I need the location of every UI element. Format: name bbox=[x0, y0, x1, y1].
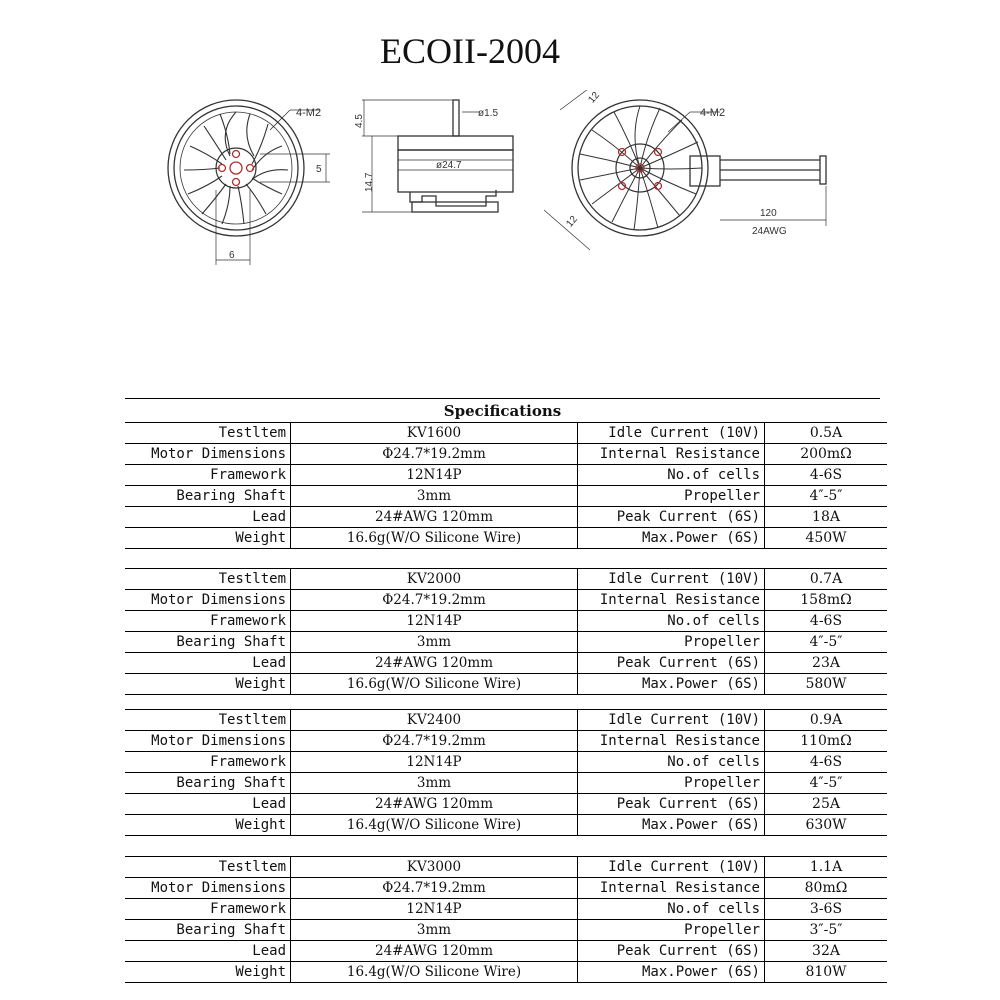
spec-label: Peak Current (6S) bbox=[578, 507, 765, 528]
spec-value: 3mm bbox=[291, 486, 578, 507]
table-row bbox=[125, 920, 887, 941]
spec-label: Max.Power (6S) bbox=[578, 815, 765, 836]
spec-value: 4-6S bbox=[765, 611, 888, 632]
spec-value: KV1600 bbox=[291, 423, 578, 444]
spec-value: 24#AWG 120mm bbox=[291, 507, 578, 528]
spec-label: Peak Current (6S) bbox=[578, 941, 765, 962]
spec-label: Testltem bbox=[125, 710, 291, 731]
spec-value: 200mΩ bbox=[765, 444, 888, 465]
specifications-heading: Specifications bbox=[125, 398, 880, 421]
table-row bbox=[125, 857, 887, 878]
left-dim-h: 6 bbox=[229, 250, 235, 261]
spec-value: KV2000 bbox=[291, 569, 578, 590]
spec-label: Idle Current (10V) bbox=[578, 710, 765, 731]
spec-value: 4″-5″ bbox=[765, 486, 888, 507]
table-row bbox=[125, 486, 887, 507]
spec-value: 25A bbox=[765, 794, 888, 815]
spec-value: 32A bbox=[765, 941, 888, 962]
spec-table-4 bbox=[125, 856, 887, 983]
spec-label: Lead bbox=[125, 507, 291, 528]
spec-value: 580W bbox=[765, 674, 888, 695]
right-dim-bottom: 12 bbox=[564, 213, 580, 230]
spec-label: Peak Current (6S) bbox=[578, 653, 765, 674]
spec-value: 0.7A bbox=[765, 569, 888, 590]
spec-value: 110mΩ bbox=[765, 731, 888, 752]
spec-value: 4″-5″ bbox=[765, 773, 888, 794]
spec-label: Propeller bbox=[578, 920, 765, 941]
table-row bbox=[125, 941, 887, 962]
spec-value: 24#AWG 120mm bbox=[291, 794, 578, 815]
spec-value: KV3000 bbox=[291, 857, 578, 878]
spec-value: 23A bbox=[765, 653, 888, 674]
spec-value: 450W bbox=[765, 528, 888, 549]
spec-table-1 bbox=[125, 422, 887, 549]
spec-label: Framework bbox=[125, 752, 291, 773]
spec-value: Φ24.7*19.2mm bbox=[291, 444, 578, 465]
spec-value: 3mm bbox=[291, 632, 578, 653]
spec-value: 24#AWG 120mm bbox=[291, 941, 578, 962]
spec-table-3 bbox=[125, 709, 887, 836]
spec-label: Propeller bbox=[578, 486, 765, 507]
spec-label: Bearing Shaft bbox=[125, 486, 291, 507]
spec-value: 4-6S bbox=[765, 465, 888, 486]
spec-label: Framework bbox=[125, 465, 291, 486]
table-row bbox=[125, 752, 887, 773]
table-row bbox=[125, 444, 887, 465]
spec-value: 18A bbox=[765, 507, 888, 528]
spec-label: Internal Resistance bbox=[578, 731, 765, 752]
table-row bbox=[125, 899, 887, 920]
spec-value: 1.1A bbox=[765, 857, 888, 878]
bottom-view-drawing bbox=[168, 100, 330, 265]
spec-label: Framework bbox=[125, 611, 291, 632]
spec-value: 4-6S bbox=[765, 752, 888, 773]
spec-value: 24#AWG 120mm bbox=[291, 653, 578, 674]
spec-value: Φ24.7*19.2mm bbox=[291, 590, 578, 611]
spec-label: No.of cells bbox=[578, 899, 765, 920]
spec-label: No.of cells bbox=[578, 611, 765, 632]
spec-value: 3″-5″ bbox=[765, 920, 888, 941]
side-height: 14.7 bbox=[364, 172, 375, 192]
spec-label: Internal Resistance bbox=[578, 878, 765, 899]
spec-label: Testltem bbox=[125, 569, 291, 590]
spec-value: Φ24.7*19.2mm bbox=[291, 731, 578, 752]
table-row bbox=[125, 507, 887, 528]
spec-value: 810W bbox=[765, 962, 888, 983]
right-dim-top: 12 bbox=[586, 90, 602, 106]
spec-value: 16.4g(W/O Silicone Wire) bbox=[291, 962, 578, 983]
table-row bbox=[125, 632, 887, 653]
spec-label: Propeller bbox=[578, 773, 765, 794]
spec-label: No.of cells bbox=[578, 465, 765, 486]
table-row bbox=[125, 878, 887, 899]
table-row bbox=[125, 528, 887, 549]
spec-label: Motor Dimensions bbox=[125, 590, 291, 611]
spec-label: Bearing Shaft bbox=[125, 773, 291, 794]
spec-value: 4″-5″ bbox=[765, 632, 888, 653]
spec-label: Motor Dimensions bbox=[125, 444, 291, 465]
spec-value: 16.6g(W/O Silicone Wire) bbox=[291, 528, 578, 549]
spec-value: 0.9A bbox=[765, 710, 888, 731]
spec-value: 12N14P bbox=[291, 899, 578, 920]
spec-value: 80mΩ bbox=[765, 878, 888, 899]
table-row bbox=[125, 465, 887, 486]
side-diameter: ø24.7 bbox=[436, 160, 462, 171]
left-holes-label: 4-M2 bbox=[296, 107, 322, 119]
spec-label: No.of cells bbox=[578, 752, 765, 773]
spec-label: Weight bbox=[125, 815, 291, 836]
spec-label: Motor Dimensions bbox=[125, 878, 291, 899]
spec-table-2 bbox=[125, 568, 887, 695]
spec-label: Testltem bbox=[125, 857, 291, 878]
spec-label: Max.Power (6S) bbox=[578, 674, 765, 695]
spec-value: 3mm bbox=[291, 773, 578, 794]
spec-value: KV2400 bbox=[291, 710, 578, 731]
motor-drawings bbox=[0, 90, 1000, 290]
table-row bbox=[125, 653, 887, 674]
spec-label: Propeller bbox=[578, 632, 765, 653]
table-row bbox=[125, 710, 887, 731]
spec-value: 16.6g(W/O Silicone Wire) bbox=[291, 674, 578, 695]
spec-value: 3-6S bbox=[765, 899, 888, 920]
spec-label: Max.Power (6S) bbox=[578, 528, 765, 549]
spec-label: Internal Resistance bbox=[578, 590, 765, 611]
table-row bbox=[125, 423, 887, 444]
spec-label: Lead bbox=[125, 653, 291, 674]
left-dim-v: 5 bbox=[316, 164, 322, 175]
table-row bbox=[125, 590, 887, 611]
spec-label: Idle Current (10V) bbox=[578, 857, 765, 878]
table-row bbox=[125, 815, 887, 836]
spec-label: Peak Current (6S) bbox=[578, 794, 765, 815]
spec-value: Φ24.7*19.2mm bbox=[291, 878, 578, 899]
right-wire-gauge: 24AWG bbox=[752, 226, 787, 237]
table-row bbox=[125, 674, 887, 695]
spec-value: 12N14P bbox=[291, 465, 578, 486]
spec-value: 0.5A bbox=[765, 423, 888, 444]
spec-label: Lead bbox=[125, 941, 291, 962]
table-row bbox=[125, 731, 887, 752]
spec-value: 12N14P bbox=[291, 611, 578, 632]
spec-value: 12N14P bbox=[291, 752, 578, 773]
spec-label: Bearing Shaft bbox=[125, 920, 291, 941]
table-row bbox=[125, 962, 887, 983]
spec-value: 16.4g(W/O Silicone Wire) bbox=[291, 815, 578, 836]
table-row bbox=[125, 569, 887, 590]
spec-label: Weight bbox=[125, 528, 291, 549]
spec-label: Internal Resistance bbox=[578, 444, 765, 465]
side-shaft-diameter: ø1.5 bbox=[478, 108, 499, 119]
spec-label: Weight bbox=[125, 962, 291, 983]
spec-label: Lead bbox=[125, 794, 291, 815]
table-row bbox=[125, 794, 887, 815]
spec-label: Idle Current (10V) bbox=[578, 423, 765, 444]
spec-label: Bearing Shaft bbox=[125, 632, 291, 653]
spec-label: Motor Dimensions bbox=[125, 731, 291, 752]
right-wire-length: 120 bbox=[760, 208, 777, 219]
table-row bbox=[125, 773, 887, 794]
spec-label: Max.Power (6S) bbox=[578, 962, 765, 983]
page-title: ECOII-2004 bbox=[380, 31, 560, 71]
right-holes-label: 4-M2 bbox=[700, 107, 726, 119]
spec-label: Idle Current (10V) bbox=[578, 569, 765, 590]
spec-value: 158mΩ bbox=[765, 590, 888, 611]
spec-label: Weight bbox=[125, 674, 291, 695]
spec-value: 3mm bbox=[291, 920, 578, 941]
spec-value: 630W bbox=[765, 815, 888, 836]
spec-label: Testltem bbox=[125, 423, 291, 444]
table-row bbox=[125, 611, 887, 632]
spec-label: Framework bbox=[125, 899, 291, 920]
side-shaft-height: 4.5 bbox=[354, 114, 365, 128]
